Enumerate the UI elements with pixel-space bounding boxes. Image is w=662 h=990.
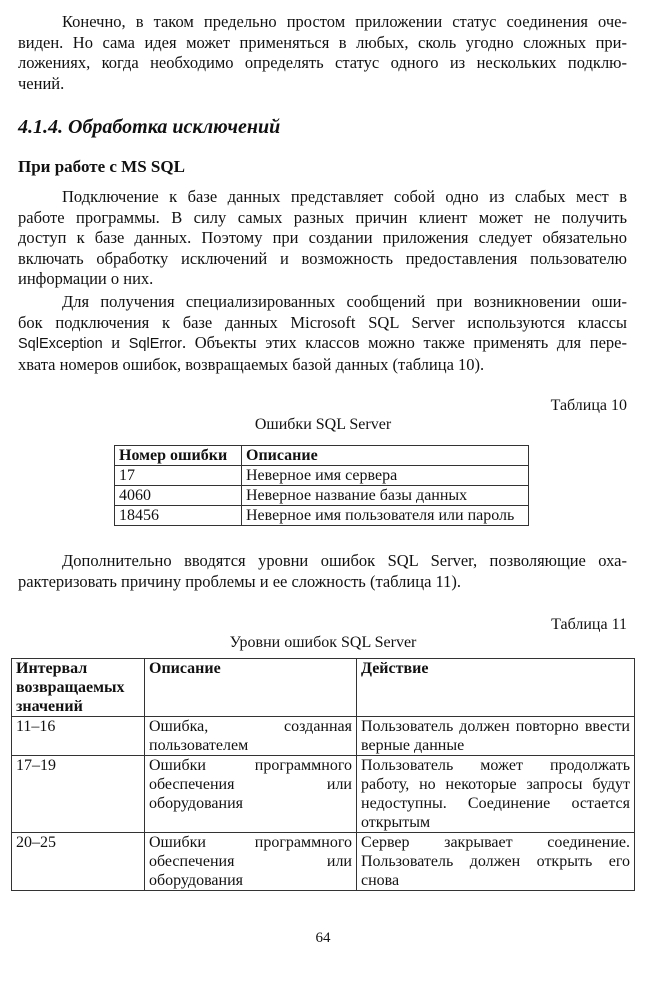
text-line: бок подключения к базе данных Microsoft SQL Server используются классы xyxy=(18,312,627,332)
column-header: Описание xyxy=(242,446,529,466)
text-line: чений. xyxy=(18,73,65,93)
cell: Ошибки программного обеспечения или оборудования xyxy=(145,756,357,833)
table-row xyxy=(12,756,635,833)
cell: 17–19 xyxy=(12,756,145,833)
text: и xyxy=(102,333,129,352)
subsection-heading: При работе с MS SQL xyxy=(18,157,185,176)
column-header: Действие xyxy=(357,659,635,717)
cell: Ошибки программного обеспечения или оборудования xyxy=(145,833,357,891)
text-line xyxy=(18,333,627,355)
table-row xyxy=(12,833,635,891)
section-heading: 4.1.4. Обработка исключений xyxy=(18,116,281,138)
table-sql-errors xyxy=(114,445,529,526)
text-line: рактеризовать причину проблемы и ее сложность (таблица 11). xyxy=(18,571,462,591)
cell: 17 xyxy=(115,466,242,486)
column-header: Номер ошибки xyxy=(115,446,242,466)
table-row xyxy=(12,717,635,756)
cell: Неверное название базы данных xyxy=(242,486,529,506)
table-row xyxy=(115,486,529,506)
table-header-row xyxy=(115,446,529,466)
text-line: хвата номеров ошибок, возвращаемых базой данных (таблица 10). xyxy=(18,354,485,374)
table11-caption: Таблица 11 xyxy=(551,616,627,633)
text-line: виден. Но сама идея может применяться в любых, сколь угодно сложных при- xyxy=(18,32,627,52)
paragraph-error-levels xyxy=(18,551,627,592)
paragraph-db-connection xyxy=(18,187,627,290)
table10-caption: Таблица 10 xyxy=(550,397,627,414)
table-row xyxy=(115,466,529,486)
paragraph-sql-exceptions xyxy=(18,292,627,375)
cell: 20–25 xyxy=(12,833,145,891)
text-line: ложениях, когда необходимо определять статус одного из нескольких подклю- xyxy=(18,53,627,72)
text-line: Конечно, в таком предельно простом приложении статус соединения оче- xyxy=(62,12,627,31)
text-line: включать обработку исключений и возможность предоставления пользователю xyxy=(18,248,627,268)
text: . Объекты этих классов можно также применять для пере- xyxy=(181,333,627,352)
cell: Неверное имя пользователя или пароль xyxy=(242,506,529,526)
table10-title: Ошибки SQL Server xyxy=(254,416,392,433)
cell: Неверное имя сервера xyxy=(242,466,529,486)
cell: Пользователь должен повторно ввести верные данные xyxy=(357,717,635,756)
column-header: Описание xyxy=(145,659,357,717)
code-sqlexception: SqlException xyxy=(18,336,103,352)
column-header: Интервал возвращаемых значений xyxy=(12,659,145,717)
table-sql-error-levels xyxy=(11,658,635,891)
text-line: доступ к базе данных. Поэтому при создании приложения следует обязательно xyxy=(18,228,627,247)
text-line: Для получения специализированных сообщений при возникновении оши- xyxy=(62,292,627,311)
table11-title: Уровни ошибок SQL Server xyxy=(229,634,417,651)
code-sqlerror: SqlError xyxy=(128,336,182,352)
paragraph-connection-status xyxy=(18,12,627,94)
cell: 11–16 xyxy=(12,717,145,756)
table-header-row xyxy=(12,659,635,717)
text-line: Дополнительно вводятся уровни ошибок SQL Server, позволяющие оха- xyxy=(62,551,627,570)
table-row xyxy=(115,506,529,526)
text-line: Подключение к базе данных представляет собой одно из слабых мест в xyxy=(62,187,627,206)
cell: 18456 xyxy=(115,506,242,526)
cell: Пользователь может продолжать работу, но некоторые запросы будут недоступны. Соединение остается открытым xyxy=(357,756,635,833)
cell: Ошибка, созданная пользователем xyxy=(145,717,357,756)
text-line: работе программы. В силу самых разных причин клиент может не получить xyxy=(18,207,627,227)
page-number: 64 xyxy=(315,930,331,946)
text-line: информации о них. xyxy=(18,269,154,288)
cell: Сервер закрывает соединение. Пользователь должен открыть его снова xyxy=(357,833,635,891)
cell: 4060 xyxy=(115,486,242,506)
